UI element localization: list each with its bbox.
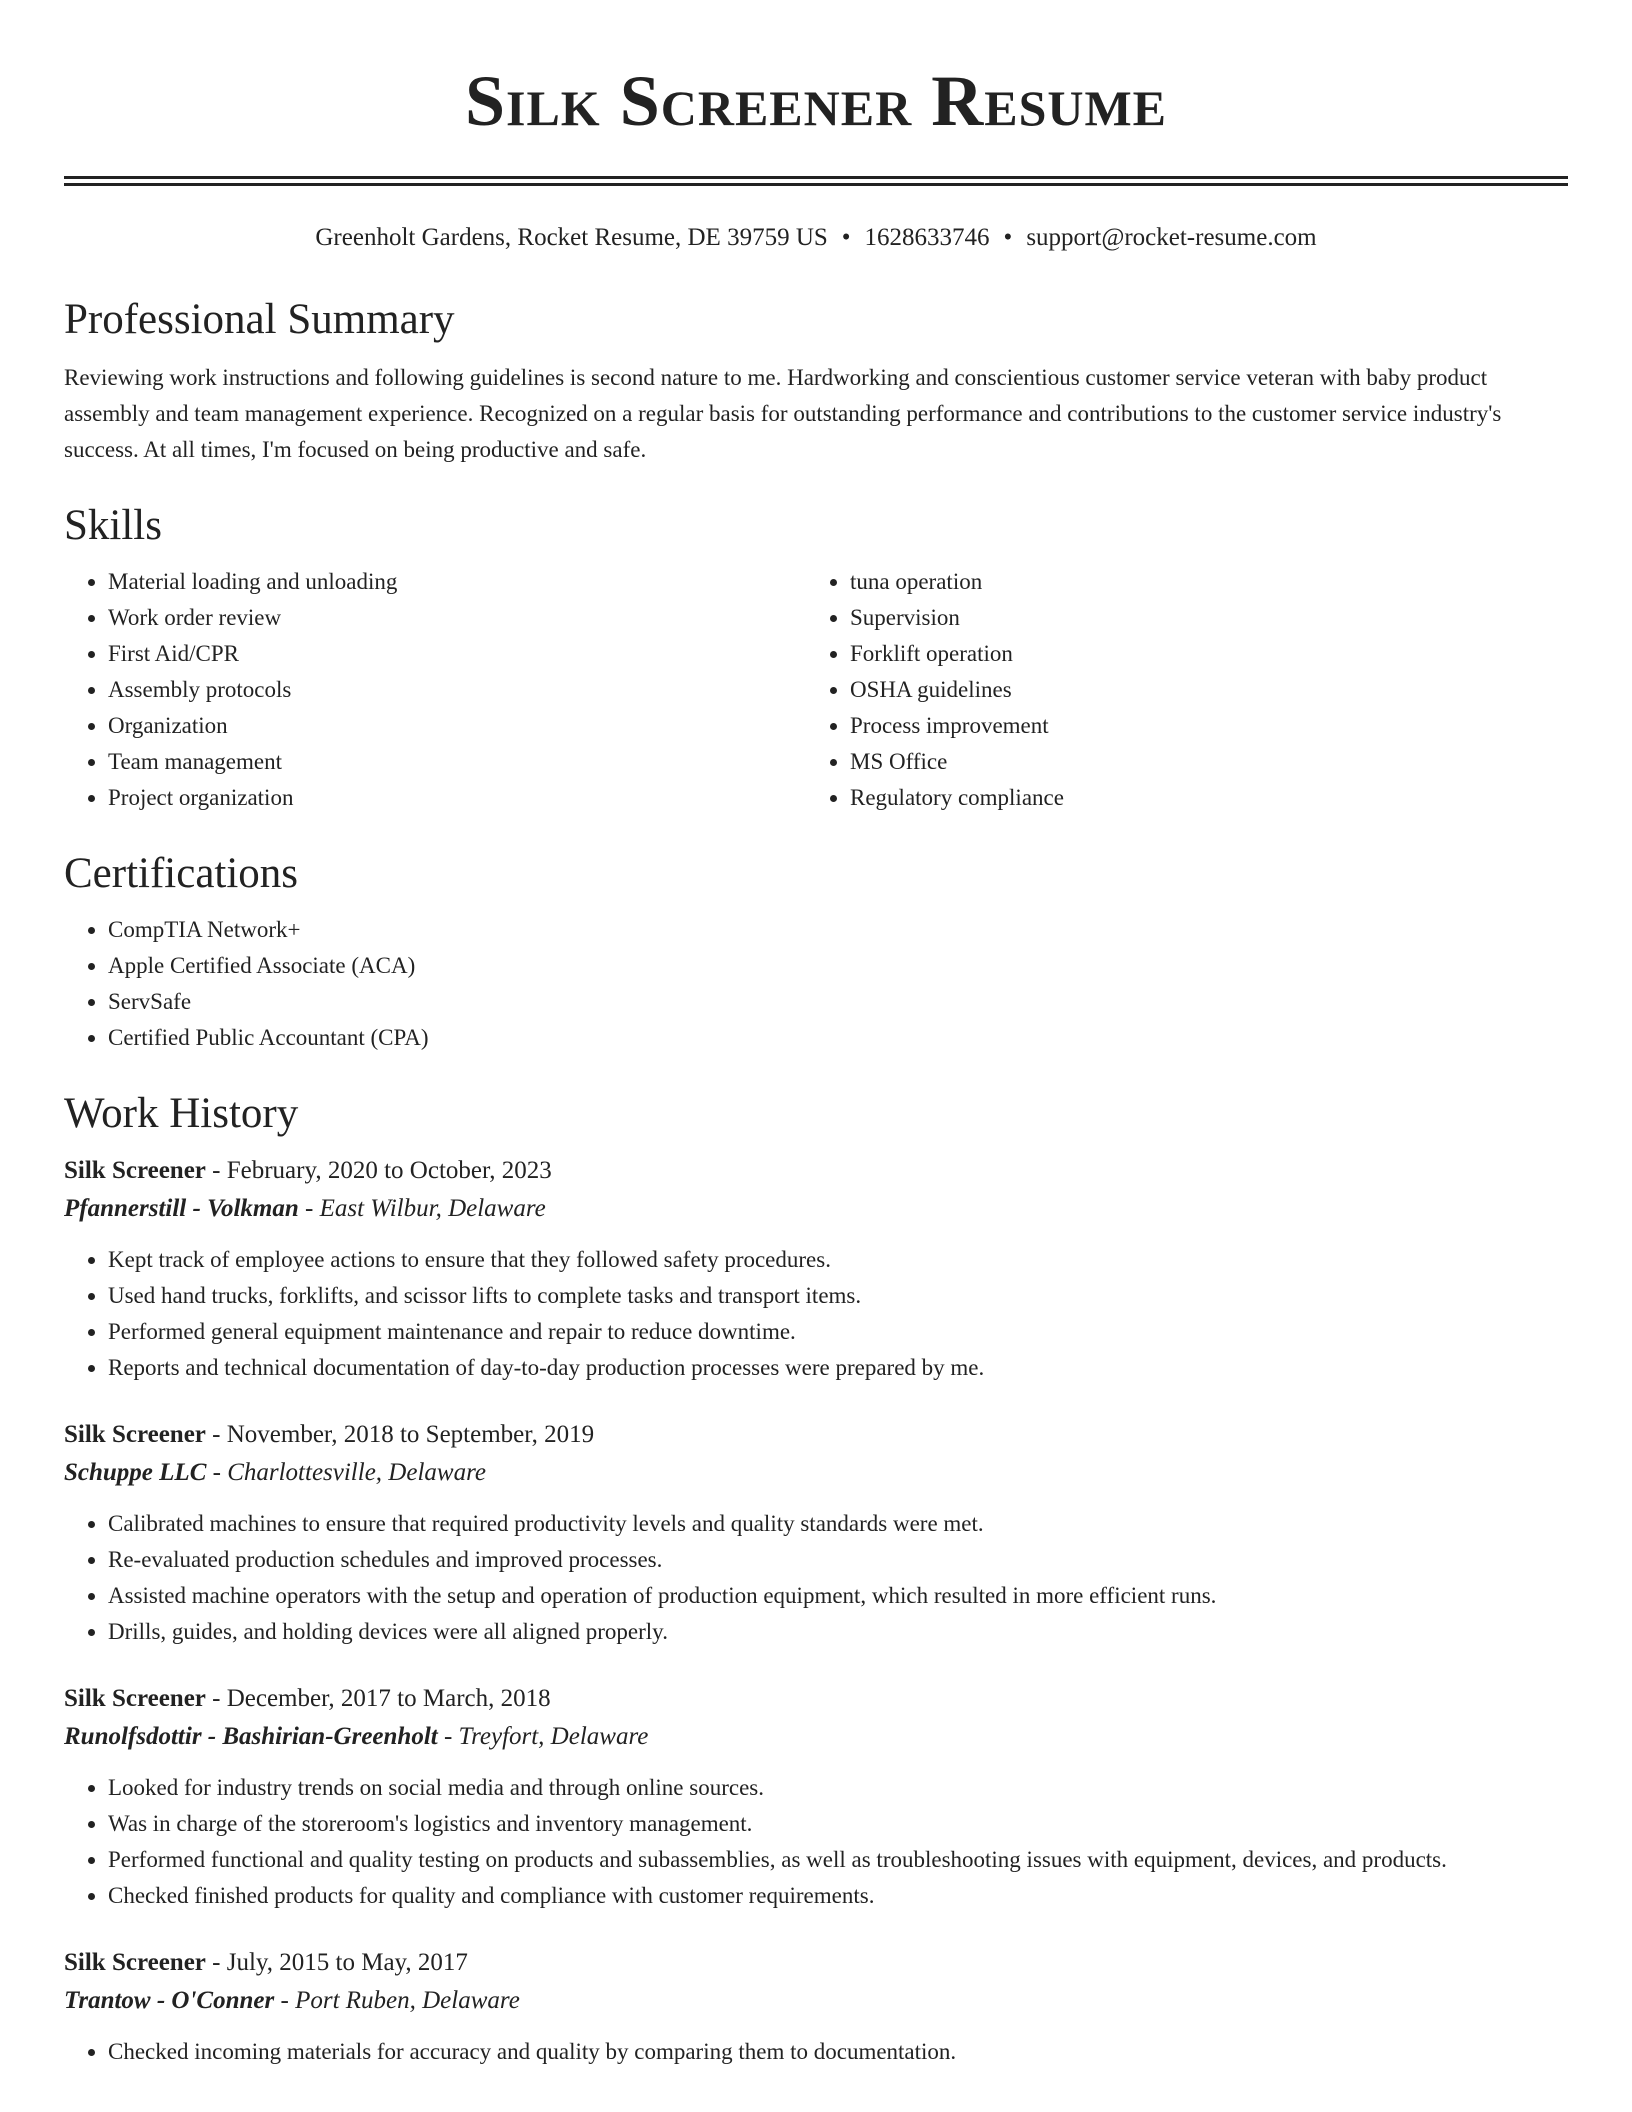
job-employer-line: Schuppe LLC - Charlottesville, Delaware [64,1459,486,1486]
certifications-section [64,846,1568,1056]
job-title: Silk Screener [64,1685,206,1712]
contact-separator: • [1003,224,1013,251]
contact-address: Greenholt Gardens, Rocket Resume, DE 39759 US [315,224,828,251]
skill-item: • Supervision [850,600,1548,636]
skill-item: • MS Office [850,744,1548,780]
job-duty: • Used hand trucks, forklifts, and scissor lifts to complete tasks and transport items. [108,1278,1568,1314]
job-duty: • Checked finished products for quality and compliance with customer requirements. [108,1878,1568,1914]
job-duty: • Was in charge of the storeroom's logistics and inventory management. [108,1806,1568,1842]
certifications-heading: Certifications [64,850,299,897]
job-dates: February, 2020 to October, 2023 [226,1157,552,1184]
skill-item: • tuna operation [850,564,1548,600]
job-duty: • Looked for industry trends on social media and through online sources. [108,1770,1568,1806]
job-entry [64,1680,1568,1914]
job-entry [64,1416,1568,1650]
job-duties-list [64,1770,1568,1914]
job-duty: • Re-evaluated production schedules and improved processes. [108,1542,1568,1578]
contact-separator: • [841,224,851,251]
job-duty: • Performed general equipment maintenance and repair to reduce downtime. [108,1314,1568,1350]
job-dates: July, 2015 to May, 2017 [226,1949,468,1976]
work-history-heading: Work History [64,1090,299,1137]
summary-section [64,292,1568,468]
job-duty: • Kept track of employee actions to ensure that they followed safety procedures. [108,1242,1568,1278]
job-employer-line: Pfannerstill - Volkman - East Wilbur, Delaware [64,1195,546,1222]
skill-item: • Material loading and unloading [108,564,806,600]
skill-item: • Organization [108,708,806,744]
job-duties-list [64,2034,1568,2070]
job-location: East Wilbur, Delaware [319,1195,546,1222]
contact-line [64,222,1568,254]
skill-item: • Assembly protocols [108,672,806,708]
job-dates: November, 2018 to September, 2019 [226,1421,595,1448]
job-employer: Pfannerstill - Volkman [64,1195,299,1222]
skill-item: • Team management [108,744,806,780]
job-duties-list [64,1506,1568,1650]
job-entry [64,1944,1568,2070]
certification-item: • ServSafe [108,984,1568,1020]
job-title: Silk Screener [64,1157,206,1184]
job-employer-line: Runolfsdottir - Bashirian-Greenholt - Treyfort, Delaware [64,1723,649,1750]
job-location: Charlottesville, Delaware [227,1459,486,1486]
skills-grid [64,564,1568,816]
job-title: Silk Screener [64,1421,206,1448]
job-employer-line: Trantow - O'Conner - Port Ruben, Delaware [64,1987,520,2014]
skill-item: • Work order review [108,600,806,636]
job-title-line: Silk Screener - November, 2018 to September, 2019 [64,1421,595,1448]
job-duty: • Assisted machine operators with the setup and operation of production equipment, which resulted in more efficient runs. [108,1578,1568,1614]
header-double-rule [64,176,1568,186]
summary-text: Reviewing work instructions and following guidelines is second nature to me. Hardworking and conscientious customer service veteran with baby product assembly and team management experience. Recognized on a regular basis for outstanding performance and contributions to the customer service industry's success. At all times, I'm focused on being productive and safe. [64,365,1502,462]
certification-item: • CompTIA Network+ [108,912,1568,948]
skills-column-left [64,564,806,816]
job-duty: • Reports and technical documentation of day-to-day production processes were prepared by me. [108,1350,1568,1386]
job-dates: December, 2017 to March, 2018 [226,1685,551,1712]
skill-item: • Process improvement [850,708,1548,744]
skill-item: • Regulatory compliance [850,780,1548,816]
contact-email: support@rocket-resume.com [1026,224,1317,251]
job-entry [64,1152,1568,1386]
job-employer: Trantow - O'Conner [64,1987,275,2014]
page-title: Silk Screener Resume [464,61,1168,141]
skill-item: • First Aid/CPR [108,636,806,672]
certifications-list [64,912,1568,1056]
job-employer: Schuppe LLC [64,1459,207,1486]
job-title-line: Silk Screener - July, 2015 to May, 2017 [64,1949,468,1976]
job-duty: • Drills, guides, and holding devices were all aligned properly. [108,1614,1568,1650]
job-duty: • Calibrated machines to ensure that required productivity levels and quality standards were met. [108,1506,1568,1542]
contact-phone: 1628633746 [864,224,990,251]
skills-section [64,498,1568,816]
skills-list-right [806,564,1548,816]
job-employer: Runolfsdottir - Bashirian-Greenholt [64,1723,438,1750]
job-title: Silk Screener [64,1949,206,1976]
job-title-line: Silk Screener - February, 2020 to October, 2023 [64,1157,552,1184]
work-history-section [64,1086,1568,2070]
skill-item: • OSHA guidelines [850,672,1548,708]
skills-heading: Skills [64,502,162,549]
job-location: Treyfort, Delaware [458,1723,649,1750]
job-location: Port Ruben, Delaware [295,1987,520,2014]
certification-item: • Apple Certified Associate (ACA) [108,948,1568,984]
summary-heading: Professional Summary [64,296,455,343]
skill-item: • Forklift operation [850,636,1548,672]
certification-item: • Certified Public Accountant (CPA) [108,1020,1568,1056]
job-duty: • Checked incoming materials for accuracy and quality by comparing them to documentation. [108,2034,1568,2070]
skills-list-left [64,564,806,816]
skill-item: • Project organization [108,780,806,816]
skills-column-right [806,564,1548,816]
job-title-line: Silk Screener - December, 2017 to March, 2018 [64,1685,551,1712]
job-duty: • Performed functional and quality testing on products and subassemblies, as well as troubleshooting issues with equipment, devices, and products. [108,1842,1568,1878]
job-duties-list [64,1242,1568,1386]
